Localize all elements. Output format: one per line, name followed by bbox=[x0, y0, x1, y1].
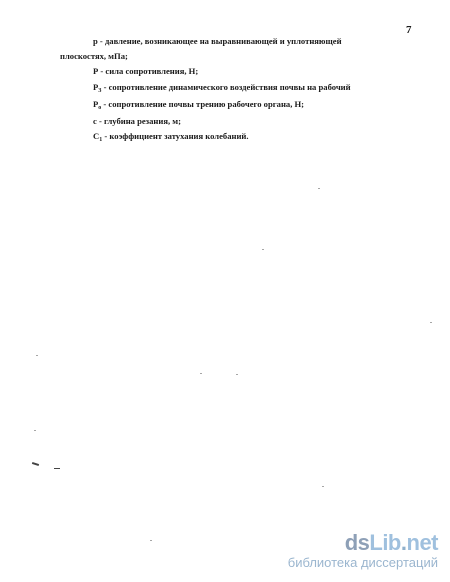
text-line-2: плоскостях, мПа; bbox=[60, 51, 128, 62]
logo-dot: . bbox=[400, 530, 407, 555]
scan-speck bbox=[322, 486, 324, 487]
symbol-subscript: о bbox=[98, 104, 102, 111]
text-line-5 bbox=[60, 97, 400, 114]
scan-speck bbox=[34, 430, 36, 431]
symbol: Р bbox=[93, 81, 99, 92]
dslib-watermark bbox=[288, 531, 438, 570]
scan-mark bbox=[54, 468, 60, 469]
text-line-6: с - глубина резания, м; bbox=[93, 116, 181, 127]
scan-speck bbox=[200, 373, 202, 374]
symbol-subscript: З bbox=[98, 87, 102, 94]
symbol: С bbox=[93, 131, 100, 142]
scan-speck bbox=[430, 322, 432, 323]
symbol: Р bbox=[93, 98, 99, 109]
line-text: - сопротивление почвы трению рабочего органа, Н; bbox=[101, 98, 305, 109]
line-text: - сопротивление динамического воздействия почвы на рабочий bbox=[101, 81, 351, 92]
page-number: 7 bbox=[406, 24, 412, 36]
dslib-logo bbox=[288, 531, 438, 555]
scan-speck bbox=[36, 355, 38, 356]
scan-speck bbox=[150, 540, 152, 541]
symbol-subscript: 1 bbox=[99, 137, 103, 144]
logo-net: net bbox=[406, 530, 438, 555]
scan-speck bbox=[318, 188, 320, 189]
document-text bbox=[60, 34, 400, 146]
text-line-4 bbox=[60, 80, 400, 97]
scan-speck bbox=[236, 374, 238, 375]
scan-mark bbox=[32, 462, 39, 466]
text-line-3: Р - сила сопротивления, Н; bbox=[93, 66, 199, 77]
line-text: - коэффициент затухания колебаний. bbox=[102, 131, 249, 142]
text-line-1: р - давление, возникающее на выравнивающей и уплотняющей bbox=[93, 36, 342, 46]
logo-ds: ds bbox=[344, 530, 370, 555]
text-line-7 bbox=[60, 129, 400, 146]
logo-lib: Lib bbox=[369, 530, 401, 555]
watermark-subtitle: библиотека диссертаций bbox=[287, 555, 438, 570]
scan-speck bbox=[262, 249, 264, 250]
